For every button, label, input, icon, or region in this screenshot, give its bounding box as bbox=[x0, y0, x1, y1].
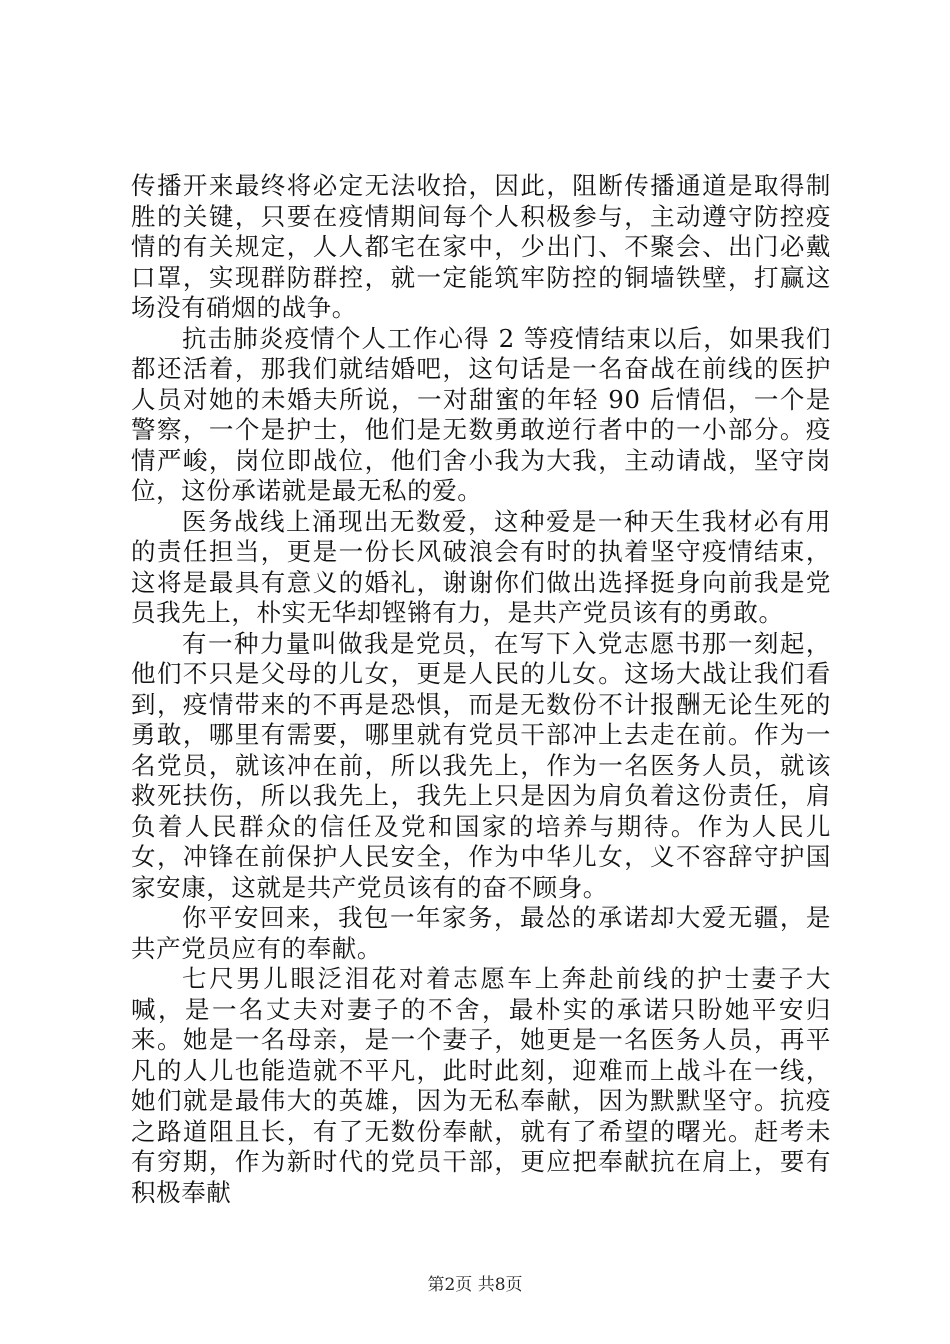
paragraph: 七尺男儿眼泛泪花对着志愿车上奔赴前线的护士妻子大喊，是一名丈夫对妻子的不舍，最朴实的承诺只盼她平安归来。她是一名母亲，是一个妻子，她更是一名医务人员，再平凡的人儿也能造就不平凡，此时此刻，迎难而上战斗在一线，她们就是最伟大的英雄，因为无私奉献，因为默默坚守。抗疫之路道阻且长，有了无数份奉献，就有了希望的曙光。赶考未有穷期，作为新时代的党员干部，更应把奉献抗在肩上，要有积极奉献 bbox=[131, 964, 831, 1207]
paragraph: 你平安回来，我包一年家务，最怂的承诺却大爱无疆，是共产党员应有的奉献。 bbox=[131, 903, 831, 963]
document-body bbox=[131, 171, 831, 1208]
paragraph: 医务战线上涌现出无数爱，这种爱是一种天生我材必有用的责任担当，更是一份长风破浪会有时的执着坚守疫情结束，这将是最具有意义的婚礼，谢谢你们做出选择挺身向前我是党员我先上，朴实无华却铿锵有力，是共产党员该有的勇敢。 bbox=[131, 506, 831, 627]
page-footer: 第2页 共8页 bbox=[427, 1275, 523, 1295]
paragraph: 抗击肺炎疫情个人工作心得 2 等疫情结束以后，如果我们都还活着，那我们就结婚吧，这句话是一名奋战在前线的医护人员对她的未婚夫所说，一对甜蜜的年轻 90 后情侣，一个是警察，一个是护士，他们是无数勇敢逆行者中的一小部分。疫情严峻，岗位即战位，他们舍小我为大我，主动请战，坚守岗位，这份承诺就是最无私的爱。 bbox=[131, 323, 831, 505]
paragraph: 有一种力量叫做我是党员，在写下入党志愿书那一刻起，他们不只是父母的儿女，更是人民的儿女。这场大战让我们看到，疫情带来的不再是恐惧，而是无数份不计报酬无论生死的勇敢，哪里有需要，哪里就有党员干部冲上去走在前。作为一名党员，就该冲在前，所以我先上，作为一名医务人员，就该救死扶伤，所以我先上，我先上只是因为肩负着这份责任，肩负着人民群众的信任及党和国家的培养与期待。作为人民儿女，冲锋在前保护人民安全，作为中华儿女，义不容辞守护国家安康，这就是共产党员该有的奋不顾身。 bbox=[131, 628, 831, 902]
paragraph-continuation: 传播开来最终将必定无法收拾，因此，阻断传播通道是取得制胜的关键，只要在疫情期间每个人积极参与，主动遵守防控疫情的有关规定，人人都宅在家中，少出门、不聚会、出门必戴口罩，实现群防群控，就一定能筑牢防控的铜墙铁壁，打赢这场没有硝烟的战争。 bbox=[131, 171, 831, 322]
